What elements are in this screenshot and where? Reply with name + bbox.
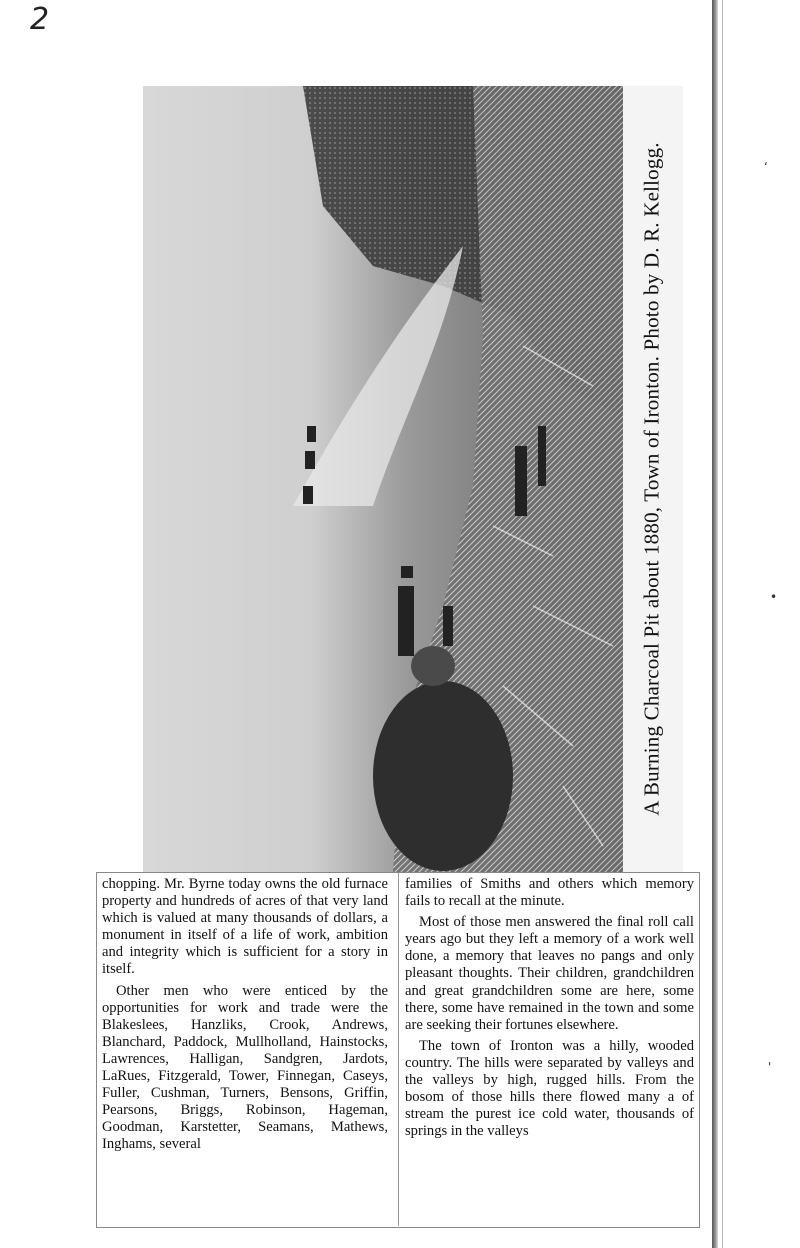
article-right-column bbox=[398, 872, 700, 1226]
scan-speck: • bbox=[770, 590, 778, 604]
scan-speck: ' bbox=[768, 1060, 772, 1074]
page-number: 2 bbox=[30, 2, 50, 37]
article-paragraph: Most of those men answered the final roll call years ago but they left a memory of a work well done, a memory that leaves no pangs and only pleasant thoughts. Their children, grandchildren and great grandchildren some are here, some there, some have remained in the town and some are seeking their fortunes elsewhere. bbox=[405, 914, 694, 1033]
article-paragraph: chopping. Mr. Byrne today owns the old furnace property and hundreds of acres of that very land which is valued at many thousands of dollars, a monument in itself of a life of work, ambition and integrity which is sufficient for a story in itself. bbox=[102, 876, 388, 978]
article-paragraph: The town of Ironton was a hilly, wooded country. The hills were separated by valleys and the valleys by high, rugged hills. From the bosom of those hills there flowed many a of stream the purest ice cold water, thousands of springs in the valleys bbox=[405, 1037, 694, 1140]
scan-edge-margin bbox=[722, 0, 800, 1248]
article-paragraph: families of Smiths and others which memory fails to recall at the minute. bbox=[405, 876, 694, 910]
scan-edge-shadow bbox=[712, 0, 718, 1248]
photograph-image bbox=[143, 86, 623, 872]
charcoal-pit-photograph bbox=[143, 86, 623, 872]
article-paragraph: Other men who were enticed by the opportunities for work and trade were the Blakeslees, Hanzliks, Crook, Andrews, Blanchard, Paddock, Mullholland, Hainstocks, Lawrences, Halligan, Sandgren, Jardots, LaRues, Fitzgerald, Tower, Finnegan, Caseys, Fuller, Cushman, Turners, Bensons, Griffin, Pearsons, Briggs, Robinson, Hageman, Goodman, Karstetter, Seamans, Mathews, Inghams, several bbox=[102, 982, 388, 1153]
article-left-column bbox=[96, 872, 394, 1226]
scan-speck: ʻ bbox=[764, 160, 768, 174]
photo-caption: A Burning Charcoal Pit about 1880, Town of Ironton. Photo by D. R. Kellogg. bbox=[639, 142, 664, 816]
